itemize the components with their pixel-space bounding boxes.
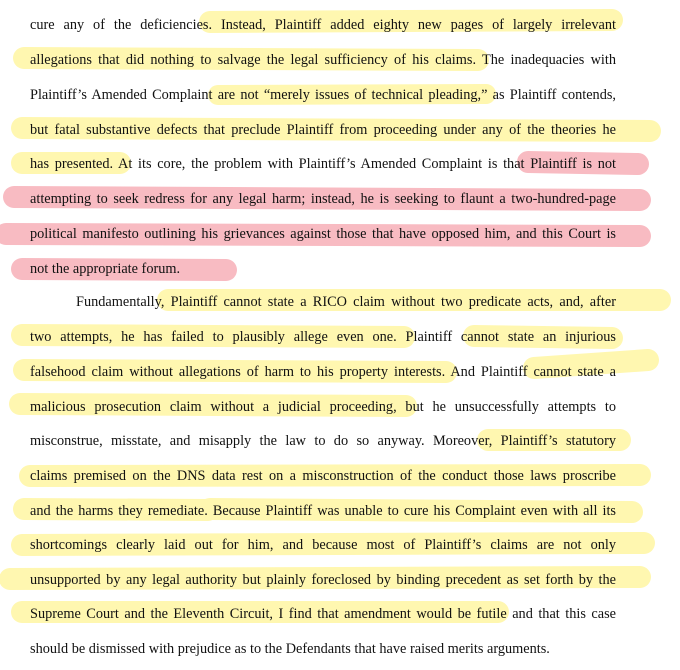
text-line: attempting to seek redress for any legal harm; instead, he is seeking to flaunt a two-hundred-page xyxy=(30,191,616,207)
text-line: and the harms they remediate. Because Plaintiff was unable to cure his Complaint even with all its xyxy=(30,503,616,519)
text-line: two attempts, he has failed to plausibly allege even one. Plaintiff cannot state an injurious xyxy=(30,329,616,345)
text-line: shortcomings clearly laid out for him, and because most of Plaintiff’s claims are not only xyxy=(30,537,616,553)
text-line: political manifesto outlining his grievances against those that have opposed him, and this Court is xyxy=(30,226,616,242)
text-line: Supreme Court and the Eleventh Circuit, I find that amendment would be futile and that this case xyxy=(30,606,616,622)
text-line: should be dismissed with prejudice as to the Defendants that have raised merits arguments. xyxy=(30,641,550,657)
text-line: Fundamentally, Plaintiff cannot state a RICO claim without two predicate acts, and, after xyxy=(76,294,616,310)
text-line: cure any of the deficiencies. Instead, Plaintiff added eighty new pages of largely irrelevant xyxy=(30,17,616,33)
text-line: allegations that did nothing to salvage the legal sufficiency of his claims. The inadequacies with xyxy=(30,52,616,68)
text-line: claims premised on the DNS data rest on a misconstruction of the conduct those laws proscribe xyxy=(30,468,616,484)
text-line: has presented. At its core, the problem with Plaintiff’s Amended Complaint is that Plaintiff is not xyxy=(30,156,616,172)
text-line: unsupported by any legal authority but plainly foreclosed by binding precedent as set forth by the xyxy=(30,572,616,588)
text-line: misconstrue, misstate, and misapply the law to do so anyway. Moreover, Plaintiff’s statutory xyxy=(30,433,616,449)
text-line: but fatal substantive defects that preclude Plaintiff from proceeding under any of the theories he xyxy=(30,122,616,138)
text-line: falsehood claim without allegations of harm to his property interests. And Plaintiff cannot state a xyxy=(30,364,616,380)
text-line: not the appropriate forum. xyxy=(30,261,181,277)
text-line: Plaintiff’s Amended Complaint are not “merely issues of technical pleading,” as Plaintiff contends, xyxy=(30,87,616,103)
text-line: malicious prosecution claim without a judicial proceeding, but he unsuccessfully attempts to xyxy=(30,399,616,415)
